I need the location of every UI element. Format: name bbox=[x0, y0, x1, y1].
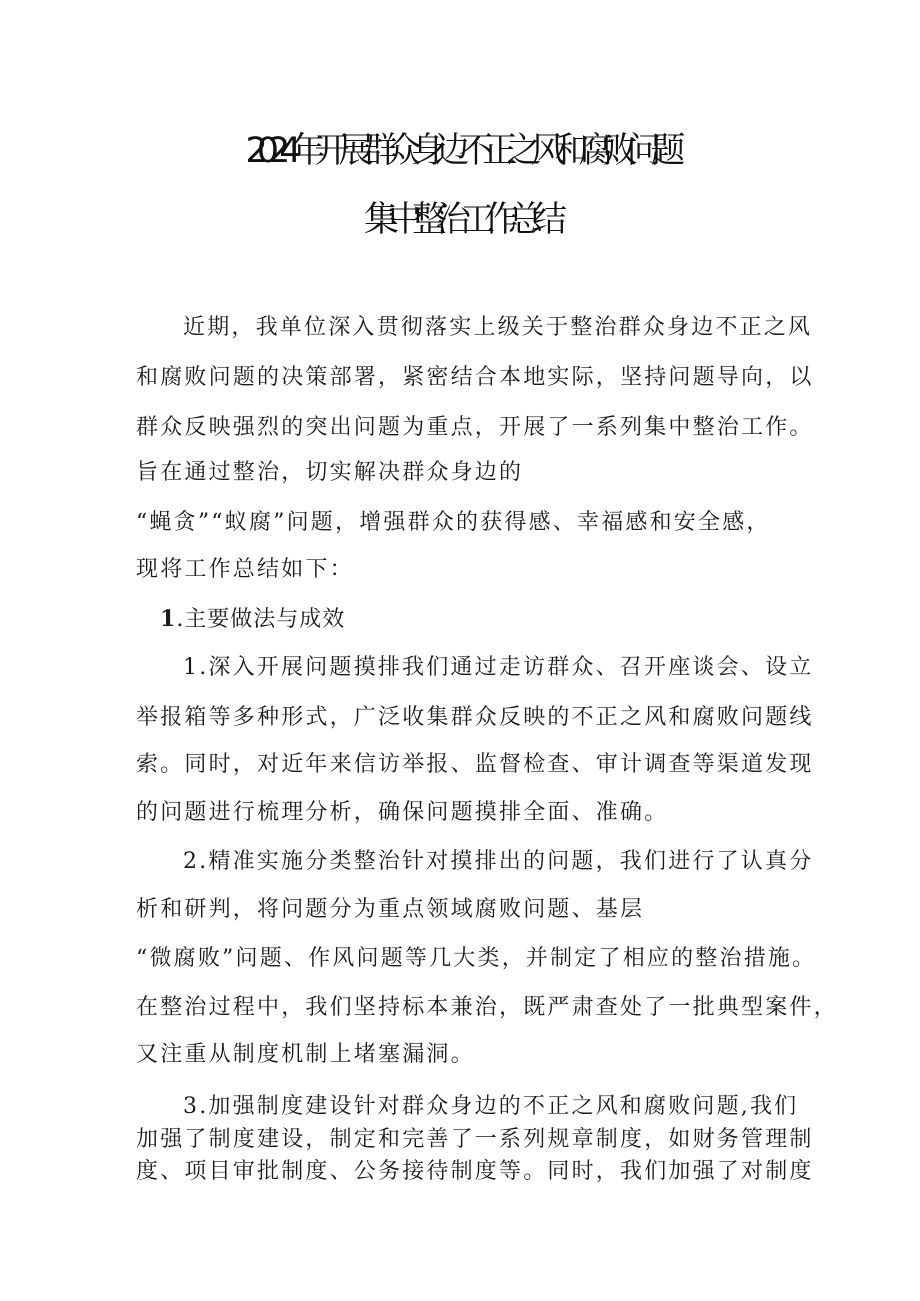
item-2-line: 在整治过程中，我们坚持标本兼治，既严肃查处了一批典型案件， bbox=[136, 995, 838, 1020]
item-1-line: 1.深入开展问题摸排我们通过走访群众、召开座谈会、设立 bbox=[183, 655, 814, 680]
item-2-line: “微腐败”问题、作风问题等几大类，并制定了相应的整治措施。 bbox=[136, 946, 817, 971]
item-3-line: 加强了制度建设，制定和完善了一系列规章制度，如财务管理制 bbox=[136, 1127, 814, 1152]
item-1-line: 索。同时，对近年来信访举报、监督检查、审计调查等渠道发现 bbox=[136, 752, 814, 777]
intro-line: 旨在通过整治，切实解决群众身边的 bbox=[136, 460, 524, 485]
intro-line: “蝇贪”“蚁腐”问题，增强群众的获得感、幸福感和安全感， bbox=[136, 510, 771, 535]
intro-line: 近期，我单位深入贯彻落实上级关于整治群众身边不正之风 bbox=[183, 315, 813, 340]
document-title-line-2: 集中整治工作总结 bbox=[363, 200, 556, 240]
item-2-line: 2.精准实施分类整治针对摸排出的问题，我们进行了认真分 bbox=[183, 849, 814, 874]
section-number: 1 bbox=[160, 606, 177, 632]
section-heading bbox=[160, 605, 345, 634]
section-heading-text: .主要做法与成效 bbox=[176, 607, 346, 632]
item-1-line: 的问题进行梳理分析，确保问题摸排全面、准确。 bbox=[136, 800, 669, 825]
item-1-line: 举报箱等多种形式，广泛收集群众反映的不正之风和腐败问题线 bbox=[136, 705, 814, 730]
item-2-line: 析和研判，将问题分为重点领域腐败问题、基层 bbox=[136, 897, 645, 922]
intro-line: 现将工作总结如下： bbox=[136, 557, 354, 582]
item-2-line: 又注重从制度机制上堵塞漏洞。 bbox=[136, 1042, 475, 1067]
document-title-line-1: 2024年开展群众身边不正之风和腐败问题 bbox=[245, 131, 675, 171]
item-3-line: 3.加强制度建设针对群众身边的不正之风和腐败问题,我们 bbox=[183, 1094, 799, 1119]
intro-line: 和腐败问题的决策部署，紧密结合本地实际，坚持问题导向，以 bbox=[136, 365, 814, 390]
intro-line: 群众反映强烈的突出问题为重点，开展了一系列集中整治工作。 bbox=[136, 415, 814, 440]
item-3-line: 度、项目审批制度、公务接待制度等。同时，我们加强了对制度 bbox=[136, 1159, 814, 1184]
